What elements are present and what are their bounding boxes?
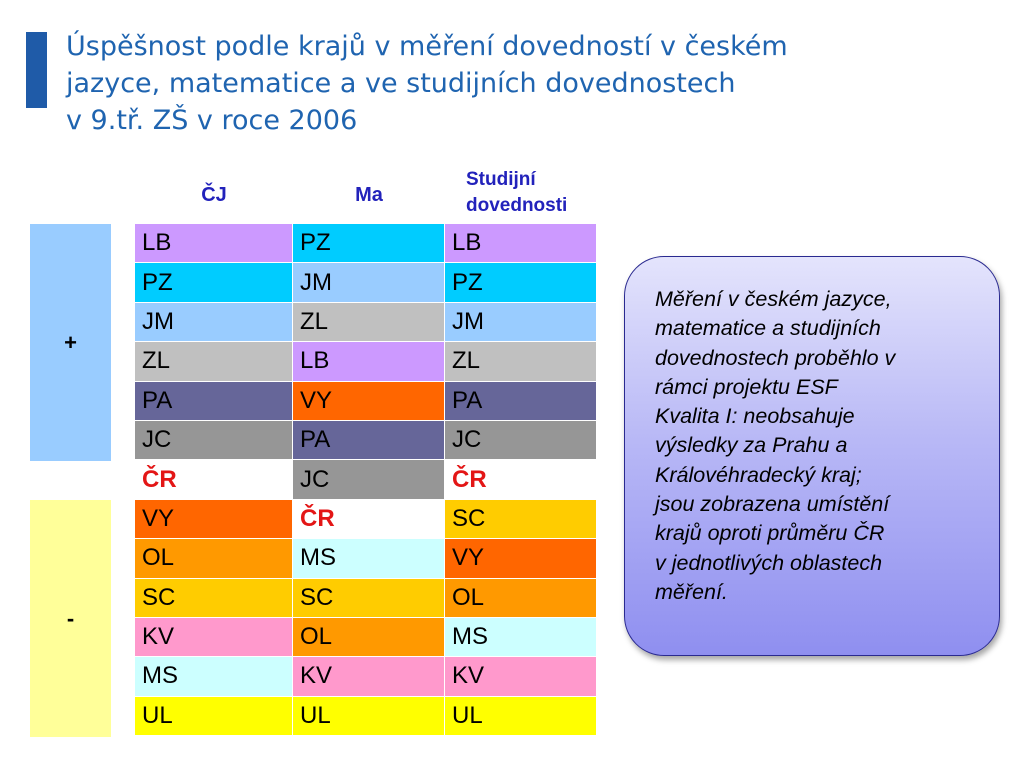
region-cell-ma: JC	[293, 460, 445, 499]
region-cell-cj: MS	[135, 657, 293, 696]
region-cell-studijni: PA	[445, 382, 597, 421]
region-cell-studijni: VY	[445, 539, 597, 578]
region-cell-cj: ČR	[135, 460, 293, 499]
region-cell-studijni: PZ	[445, 263, 597, 302]
info-callout-line: krajů oproti průměru ČR	[655, 521, 885, 546]
slide-title	[66, 28, 986, 139]
region-cell-ma: LB	[293, 342, 445, 381]
info-callout-line: měření.	[655, 579, 728, 604]
region-cell-cj: LB	[135, 224, 293, 263]
info-callout-line: v jednotlivých oblastech	[655, 550, 883, 575]
info-callout	[624, 256, 1000, 656]
above-average-marker: +	[30, 224, 111, 461]
column-header-studijni-line-1: Studijní	[466, 169, 536, 190]
region-cell-studijni: JM	[445, 303, 597, 342]
region-cell-cj: SC	[135, 579, 293, 618]
column-header-studijni	[466, 167, 616, 219]
title-line-2: jazyce, matematice a ve studijních dovednostech	[66, 68, 736, 99]
title-line-1: Úspěšnost podle krajů v měření dovedností v českém	[66, 31, 788, 62]
info-callout-line: jsou zobrazena umístění	[655, 492, 890, 517]
region-cell-cj: KV	[135, 618, 293, 657]
region-cell-ma: JM	[293, 263, 445, 302]
info-callout-line: Královéhradecký kraj;	[655, 462, 862, 487]
info-callout-text	[655, 285, 979, 607]
region-cell-cj: VY	[135, 500, 293, 539]
region-cell-ma: SC	[293, 579, 445, 618]
region-cell-studijni: LB	[445, 224, 597, 263]
region-cell-ma: VY	[293, 382, 445, 421]
region-cell-cj: JM	[135, 303, 293, 342]
info-callout-line: rámci projektu ESF	[655, 374, 838, 399]
column-header-ma: Ma	[355, 184, 383, 206]
region-cell-ma: PZ	[293, 224, 445, 263]
region-cell-ma: UL	[293, 697, 445, 736]
title-accent-bar	[26, 32, 47, 108]
region-cell-studijni: OL	[445, 579, 597, 618]
column-header-cj: ČJ	[201, 184, 227, 206]
region-cell-studijni: JC	[445, 421, 597, 460]
info-callout-line: Měření v českém jazyce,	[655, 287, 892, 311]
info-callout-line: dovednostech proběhlo v	[655, 345, 896, 370]
info-callout-line: výsledky za Prahu a	[655, 433, 848, 458]
info-callout-line: Kvalita I: neobsahuje	[655, 404, 855, 429]
region-cell-studijni: SC	[445, 500, 597, 539]
below-average-marker: -	[30, 500, 111, 737]
region-cell-studijni: UL	[445, 697, 597, 736]
region-cell-studijni: MS	[445, 618, 597, 657]
region-ranking-table	[135, 224, 597, 736]
region-cell-cj: OL	[135, 539, 293, 578]
region-cell-studijni: ČR	[445, 460, 597, 499]
region-cell-ma: PA	[293, 421, 445, 460]
region-cell-ma: OL	[293, 618, 445, 657]
region-cell-cj: JC	[135, 421, 293, 460]
region-cell-cj: PA	[135, 382, 293, 421]
region-cell-cj: UL	[135, 697, 293, 736]
region-cell-ma: ZL	[293, 303, 445, 342]
region-cell-ma: ČR	[293, 500, 445, 539]
region-cell-ma: KV	[293, 657, 445, 696]
region-cell-studijni: KV	[445, 657, 597, 696]
info-callout-line: matematice a studijních	[655, 316, 881, 341]
region-cell-studijni: ZL	[445, 342, 597, 381]
region-cell-cj: ZL	[135, 342, 293, 381]
column-header-studijni-line-2: dovednosti	[466, 195, 568, 216]
title-line-3: v 9.tř. ZŠ v roce 2006	[66, 105, 358, 136]
region-cell-ma: MS	[293, 539, 445, 578]
region-cell-cj: PZ	[135, 263, 293, 302]
